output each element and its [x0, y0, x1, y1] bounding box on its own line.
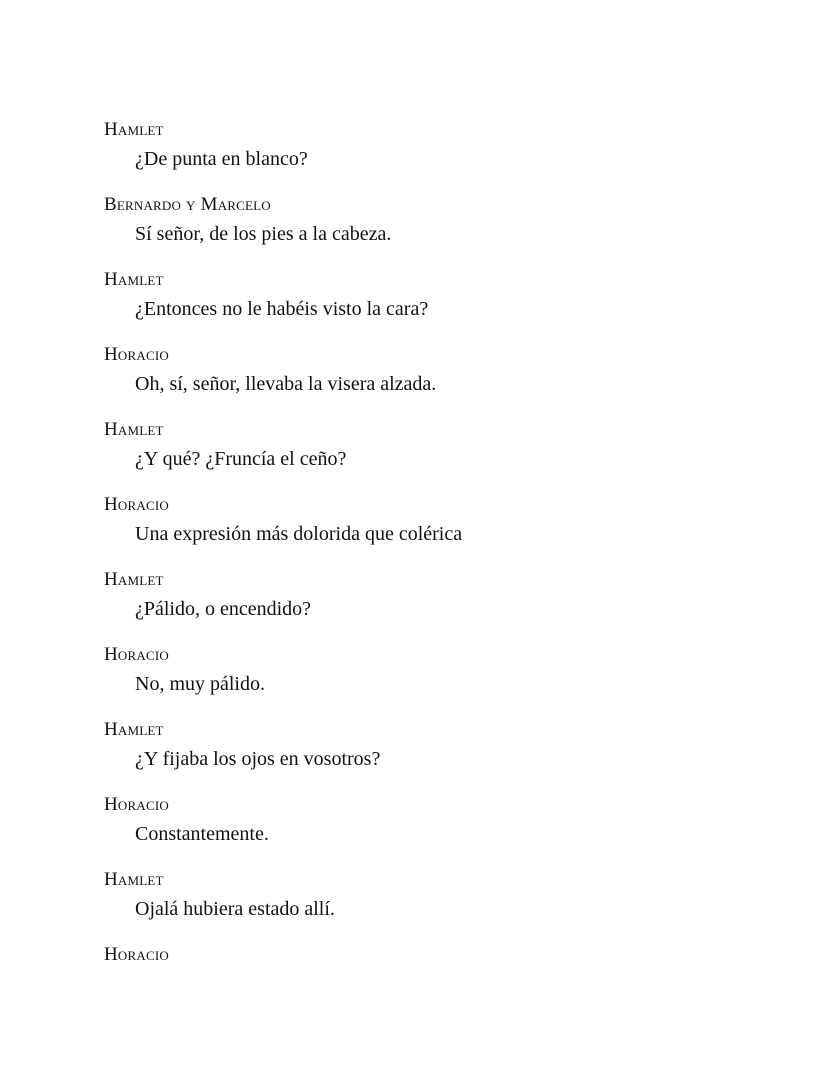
speaker-name: Horacio — [104, 794, 169, 815]
dialogue-line: Una expresión más dolorida que colérica — [135, 523, 463, 545]
speaker-name: Horacio — [104, 494, 169, 515]
dialogue-entry — [104, 643, 744, 718]
dialogue-entry — [104, 418, 744, 493]
dialogue-line: ¿Pálido, o encendido? — [135, 598, 312, 620]
dialogue-line: ¿Y fijaba los ojos en vosotros? — [135, 748, 381, 770]
speaker-name: Hamlet — [104, 569, 164, 590]
speaker-name: Horacio — [104, 944, 169, 965]
speaker-name: Horacio — [104, 344, 169, 365]
dialogue-line: Sí señor, de los pies a la cabeza. — [135, 223, 392, 245]
dialogue-line: ¿Y qué? ¿Fruncía el ceño? — [135, 448, 347, 470]
dialogue-line: No, muy pálido. — [135, 673, 265, 695]
dialogue-line: ¿De punta en blanco? — [135, 148, 308, 170]
speaker-name: Hamlet — [104, 719, 164, 740]
dialogue-entry — [104, 268, 744, 343]
dialogue-entry — [104, 718, 744, 793]
dialogue-line: Constantemente. — [135, 823, 269, 845]
dialogue-entry — [104, 118, 744, 193]
dialogue-entry — [104, 568, 744, 643]
dialogue-entry — [104, 793, 744, 868]
speaker-name: Hamlet — [104, 419, 164, 440]
speaker-name: Bernardo y Marcelo — [104, 194, 271, 215]
dialogue-entry — [104, 943, 744, 1018]
dialogue-entry — [104, 193, 744, 268]
speaker-name: Hamlet — [104, 119, 164, 140]
play-script — [104, 118, 744, 1018]
speaker-name: Hamlet — [104, 269, 164, 290]
dialogue-entry — [104, 868, 744, 943]
dialogue-line: Ojalá hubiera estado allí. — [135, 898, 335, 920]
dialogue-line: Oh, sí, señor, llevaba la visera alzada. — [135, 373, 437, 395]
speaker-name: Horacio — [104, 644, 169, 665]
dialogue-entry — [104, 343, 744, 418]
dialogue-entry — [104, 493, 744, 568]
speaker-name: Hamlet — [104, 869, 164, 890]
dialogue-line: ¿Entonces no le habéis visto la cara? — [135, 298, 429, 320]
